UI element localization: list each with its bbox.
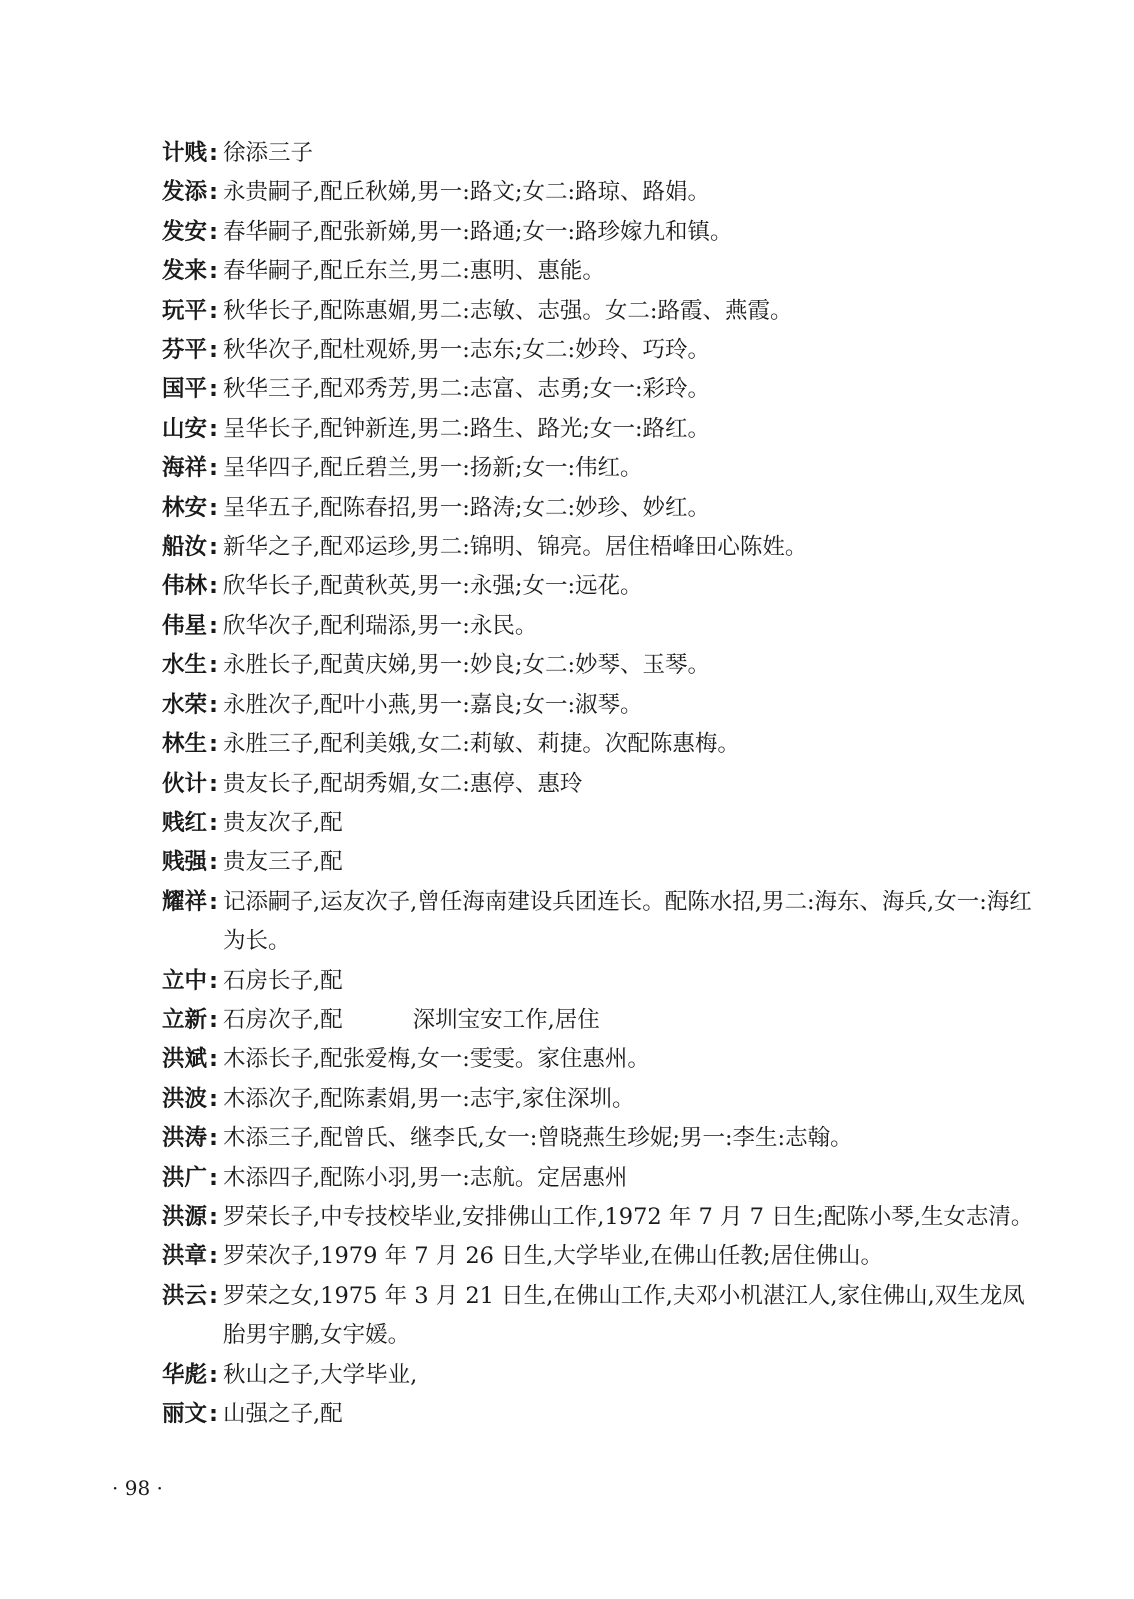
entry-name: 耀祥 bbox=[162, 888, 208, 915]
entry-colon: : bbox=[209, 455, 218, 482]
entry-colon: : bbox=[209, 140, 218, 166]
entry-name: 林安 bbox=[162, 494, 208, 521]
genealogy-entry bbox=[162, 252, 1042, 291]
genealogy-entry bbox=[162, 804, 1042, 843]
genealogy-entry bbox=[162, 449, 1042, 488]
entry-text bbox=[223, 370, 1042, 409]
genealogy-entry bbox=[162, 489, 1042, 528]
entry-name: 船汝 bbox=[162, 534, 208, 561]
genealogy-entry bbox=[162, 331, 1042, 370]
entry-text-main: 木添次子,配陈素娟,男一:志宇,家住深圳。 bbox=[223, 1085, 635, 1112]
genealogy-entry bbox=[162, 1198, 1042, 1237]
entry-text bbox=[223, 686, 1042, 725]
entry-text-main: 贵友长子,配胡秀媚,女二:惠停、惠玲 bbox=[223, 770, 583, 797]
genealogy-entry bbox=[162, 1237, 1042, 1276]
entry-text bbox=[223, 1080, 1042, 1119]
entry-text-main: 罗荣次子,1979 年 7 月 26 日生,大学毕业,在佛山任教;居住佛山。 bbox=[223, 1243, 884, 1270]
genealogy-entry bbox=[162, 1356, 1042, 1395]
entry-colon: : bbox=[209, 691, 218, 718]
entry-colon: : bbox=[209, 652, 218, 679]
entry-text bbox=[223, 1198, 1042, 1237]
entry-text bbox=[223, 962, 1042, 1001]
entry-name: 洪波 bbox=[162, 1085, 208, 1112]
entry-text-main: 贵友次子,配 bbox=[223, 809, 343, 836]
entry-text bbox=[223, 134, 1042, 173]
genealogy-entry bbox=[162, 1080, 1042, 1119]
genealogy-entry bbox=[162, 1119, 1042, 1158]
entry-name: 海祥 bbox=[162, 455, 208, 482]
genealogy-entry bbox=[162, 1395, 1042, 1434]
entry-text-main: 山强之子,配 bbox=[223, 1401, 343, 1427]
entry-name: 林生 bbox=[162, 731, 208, 758]
genealogy-entry bbox=[162, 686, 1042, 725]
entry-colon: : bbox=[209, 1046, 218, 1073]
entry-name: 水生 bbox=[162, 652, 208, 679]
entry-text bbox=[223, 528, 1042, 567]
entry-text-main: 罗荣长子,中专技校毕业,安排佛山工作,1972 年 7 月 7 日生;配陈小琴,生女志清。 bbox=[223, 1203, 1034, 1230]
entry-text-main: 永胜三子,配利美娥,女二:莉敏、莉捷。次配陈惠梅。 bbox=[223, 731, 740, 758]
entry-text-main: 木添三子,配曾氏、继李氏,女一:曾晓燕生珍妮;男一:李生:志翰。 bbox=[223, 1125, 853, 1152]
genealogy-entry bbox=[162, 725, 1042, 764]
entry-colon: : bbox=[209, 731, 218, 758]
genealogy-entry bbox=[162, 370, 1042, 409]
entry-colon: : bbox=[209, 534, 218, 561]
entry-colon: : bbox=[209, 1361, 218, 1388]
entry-text bbox=[223, 410, 1042, 449]
entry-text-main: 石房长子,配 bbox=[223, 967, 343, 994]
entry-text bbox=[223, 607, 1042, 646]
entry-name: 芬平 bbox=[162, 337, 208, 364]
entry-text-main: 木添四子,配陈小羽,男一:志航。定居惠州 bbox=[223, 1164, 628, 1191]
entry-text-main: 秋华次子,配杜观娇,男一:志东;女二:妙玲、巧玲。 bbox=[223, 337, 711, 364]
entry-name: 发添 bbox=[162, 179, 208, 206]
genealogy-entry bbox=[162, 567, 1042, 606]
entry-text bbox=[223, 1395, 1042, 1434]
entry-colon: : bbox=[209, 494, 218, 521]
entry-colon: : bbox=[209, 1125, 218, 1152]
page-number: · 98 · bbox=[112, 1476, 163, 1500]
entry-text-main: 呈华四子,配丘碧兰,男一:扬新;女一:伟红。 bbox=[223, 455, 643, 482]
entry-colon: : bbox=[209, 1164, 218, 1191]
entry-name: 洪广 bbox=[162, 1164, 208, 1191]
entry-text-main: 春华嗣子,配张新娣,男一:路通;女一:路珍嫁九和镇。 bbox=[223, 218, 733, 245]
entry-text-main: 记添嗣子,运友次子,曾任海南建设兵团连长。配陈水招,男二:海东、海兵,女一:海红为长。 bbox=[223, 888, 1032, 955]
genealogy-entry bbox=[162, 1001, 1042, 1040]
entry-colon: : bbox=[209, 1203, 218, 1230]
entry-colon: : bbox=[209, 612, 218, 639]
entry-colon: : bbox=[209, 218, 218, 245]
entry-name: 洪斌 bbox=[162, 1046, 208, 1073]
entry-text-main: 新华之子,配邓运珍,男二:锦明、锦亮。居住梧峰田心陈姓。 bbox=[223, 534, 808, 561]
entry-text bbox=[223, 804, 1042, 843]
entry-name: 伟星 bbox=[162, 612, 208, 639]
entry-colon: : bbox=[209, 258, 218, 285]
entry-text-main: 石房次子,配 bbox=[223, 1006, 343, 1033]
entry-text bbox=[223, 1277, 1042, 1356]
genealogy-entry bbox=[162, 410, 1042, 449]
entry-text-main: 秋华三子,配邓秀芳,男二:志富、志勇;女一:彩玲。 bbox=[223, 376, 711, 403]
entry-name: 贱强 bbox=[162, 849, 208, 876]
entry-text-main: 秋山之子,大学毕业, bbox=[223, 1361, 418, 1388]
entry-colon: : bbox=[209, 1243, 218, 1270]
entry-text bbox=[223, 252, 1042, 291]
entry-text bbox=[223, 1001, 1042, 1040]
entry-name: 立中 bbox=[162, 967, 208, 994]
entry-text-main: 呈华长子,配钟新连,男二:路生、路光;女一:路红。 bbox=[223, 415, 711, 442]
genealogy-entry bbox=[162, 765, 1042, 804]
entry-colon: : bbox=[209, 849, 218, 876]
entry-colon: : bbox=[209, 1401, 218, 1427]
genealogy-entry bbox=[162, 173, 1042, 212]
entry-name: 华彪 bbox=[162, 1361, 208, 1388]
entry-text-main: 秋华长子,配陈惠媚,男二:志敏、志强。女二:路霞、燕霞。 bbox=[223, 297, 793, 324]
entry-name: 伙计 bbox=[162, 770, 208, 797]
entry-text bbox=[223, 331, 1042, 370]
entry-text bbox=[223, 883, 1042, 962]
entry-name: 国平 bbox=[162, 376, 208, 403]
entry-text bbox=[223, 449, 1042, 488]
entry-name: 水荣 bbox=[162, 691, 208, 718]
entry-text-main: 徐添三子 bbox=[223, 140, 314, 166]
entry-text bbox=[223, 1040, 1042, 1079]
genealogy-entry bbox=[162, 962, 1042, 1001]
entry-text-main: 永贵嗣子,配丘秋娣,男一:路文;女二:路琼、路娟。 bbox=[223, 179, 711, 206]
entry-colon: : bbox=[209, 573, 218, 600]
entry-text-main: 罗荣之女,1975 年 3 月 21 日生,在佛山工作,夫邓小机湛江人,家住佛山,双生龙凤胎男宇鹏,女宇媛。 bbox=[223, 1282, 1025, 1349]
entry-colon: : bbox=[209, 1282, 218, 1309]
entry-text bbox=[223, 567, 1042, 606]
entry-text-main: 永胜长子,配黄庆娣,男一:妙良;女二:妙琴、玉琴。 bbox=[223, 652, 711, 679]
entry-text bbox=[223, 1119, 1042, 1158]
genealogy-entry bbox=[162, 292, 1042, 331]
genealogy-entry bbox=[162, 1040, 1042, 1079]
entry-name: 洪涛 bbox=[162, 1125, 208, 1152]
genealogy-entry bbox=[162, 528, 1042, 567]
entry-name: 玩平 bbox=[162, 297, 208, 324]
genealogy-entry bbox=[162, 883, 1042, 962]
entry-colon: : bbox=[209, 1006, 218, 1033]
entry-name: 洪章 bbox=[162, 1243, 208, 1270]
entry-colon: : bbox=[209, 415, 218, 442]
entry-name: 计贱 bbox=[162, 140, 208, 166]
entry-name: 贱红 bbox=[162, 809, 208, 836]
entry-text-main: 春华嗣子,配丘东兰,男二:惠明、惠能。 bbox=[223, 258, 605, 285]
entry-colon: : bbox=[209, 337, 218, 364]
entry-text bbox=[223, 489, 1042, 528]
entry-name: 发安 bbox=[162, 218, 208, 245]
entry-text bbox=[223, 765, 1042, 804]
genealogy-entry bbox=[162, 1277, 1042, 1356]
entry-text-main: 贵友三子,配 bbox=[223, 849, 343, 876]
entry-text bbox=[223, 1237, 1042, 1276]
entry-text-main: 欣华长子,配黄秋英,男一:永强;女一:远花。 bbox=[223, 573, 643, 600]
genealogy-entry bbox=[162, 134, 1042, 173]
entry-text bbox=[223, 292, 1042, 331]
entry-text bbox=[223, 646, 1042, 685]
entry-name: 丽文 bbox=[162, 1401, 208, 1427]
entry-text-main: 木添长子,配张爱梅,女一:雯雯。家住惠州。 bbox=[223, 1046, 650, 1073]
entry-text bbox=[223, 725, 1042, 764]
genealogy-entry bbox=[162, 1159, 1042, 1198]
genealogy-entry bbox=[162, 646, 1042, 685]
entry-name: 洪云 bbox=[162, 1282, 208, 1309]
entry-name: 山安 bbox=[162, 415, 208, 442]
genealogy-entry bbox=[162, 213, 1042, 252]
entry-name: 立新 bbox=[162, 1006, 208, 1033]
genealogy-list bbox=[162, 134, 1042, 1434]
genealogy-entry bbox=[162, 843, 1042, 882]
entry-text-main: 永胜次子,配叶小燕,男一:嘉良;女一:淑琴。 bbox=[223, 691, 643, 718]
entry-colon: : bbox=[209, 888, 218, 915]
entry-text bbox=[223, 1356, 1042, 1395]
entry-text bbox=[223, 213, 1042, 252]
entry-text bbox=[223, 173, 1042, 212]
genealogy-entry bbox=[162, 607, 1042, 646]
entry-colon: : bbox=[209, 770, 218, 797]
entry-name: 洪源 bbox=[162, 1203, 208, 1230]
entry-text-main: 呈华五子,配陈春招,男一:路涛;女二:妙珍、妙红。 bbox=[223, 494, 711, 521]
entry-text bbox=[223, 1159, 1042, 1198]
entry-colon: : bbox=[209, 297, 218, 324]
entry-text-main: 欣华次子,配利瑞添,男一:永民。 bbox=[223, 612, 538, 639]
entry-colon: : bbox=[209, 179, 218, 206]
entry-text-extra: 深圳宝安工作,居住 bbox=[412, 1006, 600, 1033]
entry-colon: : bbox=[209, 1085, 218, 1112]
entry-text bbox=[223, 843, 1042, 882]
entry-name: 伟林 bbox=[162, 573, 208, 600]
entry-colon: : bbox=[209, 967, 218, 994]
entry-colon: : bbox=[209, 809, 218, 836]
entry-name: 发来 bbox=[162, 258, 208, 285]
entry-colon: : bbox=[209, 376, 218, 403]
